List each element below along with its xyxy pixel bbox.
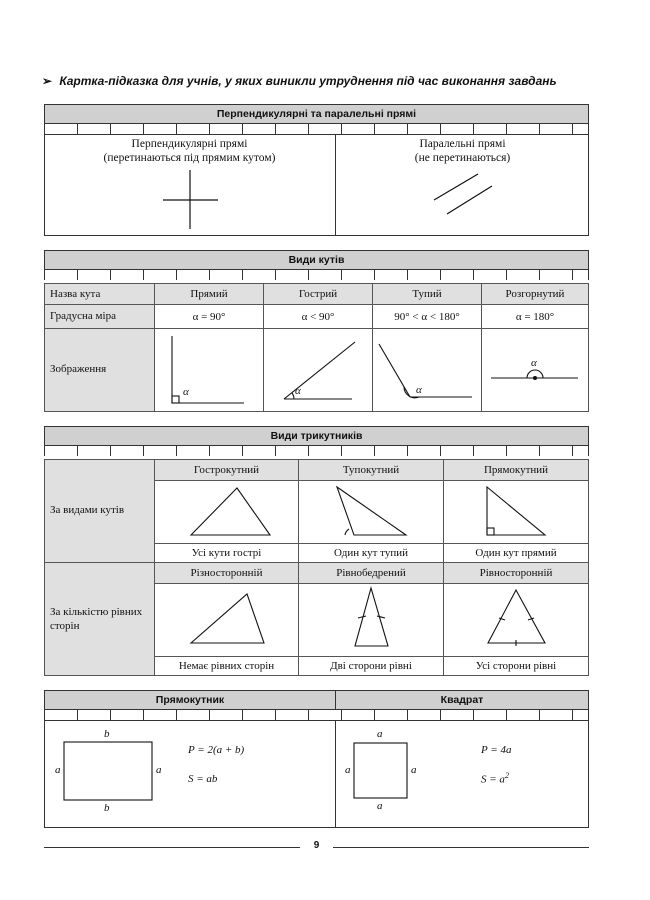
caption-acute: Усі кути гострі [191, 547, 262, 559]
triangle-obtuse-header: Тупокутний [298, 459, 444, 481]
square-area-formula [481, 771, 509, 786]
intro-text: Картка-підказка для учнів, у яких виникли утруднення під час виконання завдань [59, 74, 557, 88]
triangle-right-header: Прямокутний [443, 459, 589, 481]
square-label-right: a [411, 764, 417, 776]
alpha-label-right: α [183, 386, 189, 398]
square-area-exponent: 2 [504, 771, 509, 780]
square-perimeter-formula: P = 4a [481, 744, 512, 756]
alpha-label-acute: α [295, 385, 301, 397]
row-label-angle-name: Назва кута [44, 283, 155, 305]
angle-col-acute: Гострий [263, 283, 373, 305]
alpha-label-obtuse: α [416, 384, 422, 396]
angle-col-right: Прямий [154, 283, 264, 305]
row-label-image: Зображення [44, 328, 155, 412]
square-area-base: S = a [481, 773, 505, 786]
section-title: Види кутів [288, 254, 345, 266]
triangle-acute-header: Гострокутний [154, 459, 299, 481]
footer-line-right [333, 847, 589, 848]
measure-right: α = 90° [154, 304, 264, 329]
triangle-isosceles-header: Рівнобедрений [298, 562, 444, 584]
rectangle-shape [64, 742, 152, 800]
page-number: 9 [313, 840, 320, 851]
section-title: Прямокутник [155, 694, 225, 706]
caption-scalene: Немає рівних сторін [178, 660, 275, 672]
caption-obtuse: Один кут тупий [334, 547, 408, 559]
square-label-bottom: a [377, 800, 383, 812]
parallel-subtitle: (не перетинаються) [414, 152, 511, 164]
triangle-scalene-header: Різносторонній [154, 562, 299, 584]
angle-col-obtuse: Тупий [372, 283, 482, 305]
measure-straight: α = 180° [481, 304, 589, 329]
rect-label-top: b [104, 728, 110, 740]
caption-right: Один кут прямий [475, 547, 557, 559]
rect-label-bottom: b [104, 802, 110, 814]
section-title: Перпендикулярні та паралельні прямі [216, 108, 417, 120]
alpha-label-straight: α [531, 357, 537, 369]
caption-isosceles: Дві сторони рівні [330, 660, 412, 672]
arrow-bullet-icon: ➢ [42, 74, 53, 88]
footer-line-left [44, 847, 300, 848]
square-label-top: a [377, 728, 383, 740]
rect-label-right: a [156, 764, 162, 776]
measure-acute: α < 90° [263, 304, 373, 329]
rect-area-formula: S = ab [188, 773, 218, 785]
parallel-title: Паралельні прямі [419, 138, 506, 150]
rect-perimeter-formula: P = 2(a + b) [188, 744, 245, 756]
perpendicular-subtitle: (перетинаються під прямим кутом) [103, 152, 276, 164]
caption-equilateral: Усі сторони рівні [475, 660, 557, 672]
perpendicular-title: Перпендикулярні прямі [131, 138, 248, 150]
square-shape [354, 743, 407, 798]
group-by-sides-label: За кількістю рівних сторін [44, 562, 155, 676]
angle-col-straight: Розгорнутий [481, 283, 589, 305]
group-by-angles-label: За видами кутів [44, 459, 155, 563]
rect-label-left: a [55, 764, 61, 776]
square-label-left: a [345, 764, 351, 776]
triangle-equilateral-header: Рівносторонній [443, 562, 589, 584]
section-title: Види трикутників [270, 430, 363, 442]
row-label-degree-measure: Градусна міра [44, 304, 155, 329]
measure-obtuse: 90° < α < 180° [372, 304, 482, 329]
section-title: Квадрат [440, 694, 484, 706]
